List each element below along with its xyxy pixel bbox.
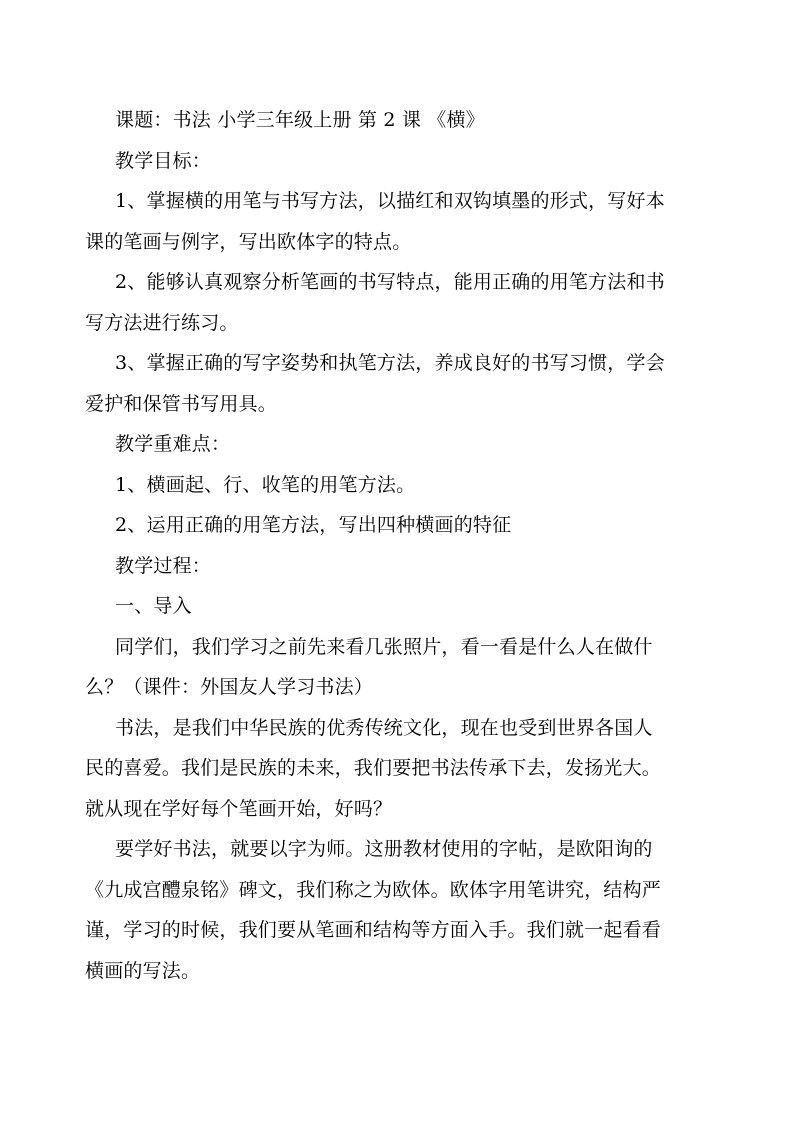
paragraph-line: 1、掌握横的用笔与书写方法，以描红和双钩填墨的形式，写好本 bbox=[115, 190, 665, 212]
paragraph-line: 课题：书法 小学三年级上册 第 2 课 《横》 bbox=[115, 109, 485, 131]
paragraph-continuation-line: 么？（课件：外国友人学习书法） bbox=[85, 676, 374, 698]
paragraph-line: 教学目标： bbox=[115, 149, 212, 172]
paragraph-line: 1、横画起、行、收笔的用笔方法。 bbox=[115, 473, 416, 496]
paragraph-continuation-line: 横画的写法。 bbox=[85, 959, 201, 982]
paragraph-continuation-line: 《九成宫醴泉铭》碑文，我们称之为欧体。欧体字用笔讲究，结构严 bbox=[85, 878, 662, 901]
paragraph-continuation-line: 民的喜爱。我们是民族的未来，我们要把书法传承下去，发扬光大。 bbox=[85, 757, 662, 779]
paragraph-continuation-line: 就从现在学好每个笔画开始，好吗？ bbox=[85, 797, 393, 820]
paragraph-line: 书法，是我们中华民族的优秀传统文化，现在也受到世界各国人 bbox=[115, 716, 653, 739]
paragraph-line: 一、导入 bbox=[115, 595, 192, 617]
paragraph-line: 教学过程： bbox=[115, 554, 212, 577]
paragraph-line: 教学重难点： bbox=[115, 433, 231, 455]
paragraph-continuation-line: 爱护和保管书写用具。 bbox=[85, 392, 278, 415]
paragraph-continuation-line: 写方法进行练习。 bbox=[85, 311, 239, 334]
paragraph-line: 同学们，我们学习之前先来看几张照片，看一看是什么人在做什 bbox=[115, 635, 653, 658]
paragraph-line: 2、能够认真观察分析笔画的书写特点，能用正确的用笔方法和书 bbox=[115, 271, 665, 293]
paragraph-line: 3、掌握正确的写字姿势和执笔方法，养成良好的书写习惯，学会 bbox=[115, 352, 665, 374]
paragraph-line: 要学好书法，就要以字为师。这册教材使用的字帖，是欧阳询的 bbox=[115, 838, 653, 860]
paragraph-continuation-line: 谨，学习的时候，我们要从笔画和结构等方面入手。我们就一起看看 bbox=[85, 919, 662, 941]
paragraph-continuation-line: 课的笔画与例字，写出欧体字的特点。 bbox=[85, 230, 412, 253]
document-body bbox=[85, 100, 720, 991]
paragraph-line: 2、运用正确的用笔方法，写出四种横画的特征 bbox=[115, 514, 512, 536]
